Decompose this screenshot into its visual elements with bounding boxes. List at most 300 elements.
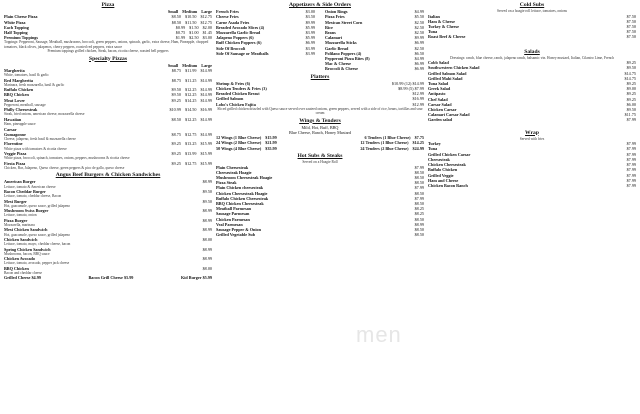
- menu-item-price: $7.99: [626, 172, 636, 178]
- menu-item-name: Chicken Cheesesteak Hoagie: [216, 190, 268, 196]
- menu-item-name: Tuna Salad: [428, 81, 449, 87]
- menu-item-price: $0.99: [175, 24, 186, 30]
- menu-item-price: $8.25: [414, 206, 424, 212]
- menu-item-price: $7.99: [414, 195, 424, 201]
- menu-item-prices: [199, 208, 212, 213]
- menu-item-price: $7.50: [626, 29, 636, 35]
- menu-item-price: $8.00: [202, 237, 212, 242]
- menu-item-name: Mushroom Swiss Burger: [4, 208, 49, 214]
- platter-list: [216, 81, 424, 107]
- menu-item-price: $5.99: [305, 24, 315, 30]
- wing-left: [216, 146, 277, 151]
- apps-left-list: [216, 9, 315, 71]
- menu-item-name: Caesar Salad: [428, 101, 452, 107]
- menu-item-price: $3.99: [305, 45, 315, 51]
- hotsubs-heading: Hot Subs & Steaks: [297, 152, 343, 159]
- menu-item-name: Pizza Steak: [216, 180, 237, 186]
- menu-item-price: $8.50: [414, 180, 424, 186]
- menu-item-price: $8.75: [171, 131, 181, 137]
- wing-left-price: $21.99: [265, 140, 277, 146]
- menu-item-name: Mushroom Cheesesteak Hoagie: [216, 174, 273, 180]
- menu-item-price: $2.50: [414, 45, 424, 51]
- salads-heading: Salads: [524, 48, 540, 55]
- wings-flavors: Mild, Hot, Buff, BBQ: [301, 124, 339, 130]
- menu-item-name: Beans: [325, 30, 336, 36]
- menu-item-name: Grilled Salmon Salad: [428, 70, 467, 76]
- menu-item-price: $14.99: [200, 97, 212, 103]
- pizza-list: [4, 14, 212, 40]
- menu-item-name: Plain Chicken cheesesteak: [216, 185, 263, 191]
- column-left: [4, 0, 212, 281]
- menu-item-price: $8.99: [202, 217, 212, 223]
- menu-item-name: Grilled Salmon: [216, 96, 244, 102]
- wing-list: [216, 135, 424, 151]
- menu-item-price: $8.50: [414, 200, 424, 206]
- wings-heading: Wings & Tenders: [299, 117, 341, 124]
- menu-item-name: Chicken Avocado: [4, 256, 35, 262]
- menu-item-name: Side Of Sausage or Meatballs: [216, 50, 269, 56]
- pizza-heading: Pizza: [101, 2, 115, 8]
- menu-item-price: $7.99: [626, 146, 636, 152]
- wing-left-name: 50 Wings (4 Blue Cheese): [216, 145, 262, 151]
- menu-item-name: French Fries: [216, 9, 239, 15]
- menu-item-price: $8.25: [414, 211, 424, 217]
- menu-item-price: $7.99: [626, 156, 636, 162]
- menu-item-row: [428, 117, 636, 122]
- menu-item-name: Grilled Chicken Caesar: [428, 151, 471, 157]
- wing-right-price: $7.75: [414, 135, 424, 141]
- menu-item-row: [428, 183, 636, 188]
- menu-item-price: $3.99: [305, 30, 315, 36]
- menu-item-price: $9.25: [626, 81, 636, 87]
- menu-item-name: Fiesta Pizza: [4, 160, 26, 166]
- menu-item-price: $9.50: [202, 188, 212, 194]
- menu-item-price: $5.99: [305, 35, 315, 41]
- menu-item-name: Premium Toppings: [4, 35, 39, 41]
- menu-item-name: Cheese Fries: [216, 14, 239, 20]
- menu-item-price: $14.99: [200, 87, 212, 93]
- menu-item-desc: Marinara, fresh mozzarella, basil & garlic: [4, 82, 65, 87]
- menu-item-price: $3.99: [305, 50, 315, 56]
- menu-item-name: Jalapeno Poppers (6): [216, 35, 254, 41]
- menu-item-prices: [199, 266, 212, 271]
- menu-item-price: $11.25: [185, 77, 197, 83]
- menu-item-price: $6.50: [414, 50, 424, 56]
- menu-item-name: Buffalo Chicken: [4, 87, 34, 93]
- menu-item-name: Pepperoni Pizza Bites (8): [325, 56, 370, 62]
- menu-item-name: Buff Chicken Poppers (6): [216, 40, 262, 46]
- menu-item-price: $1.50: [189, 24, 199, 30]
- apps-heading: Appetizers & Side Orders: [289, 2, 351, 8]
- menu-item-name: Calamari: [325, 35, 342, 41]
- menu-item-price: $12.25: [184, 116, 197, 122]
- wing-right-price: $14.25: [412, 140, 424, 146]
- wing-left-price: $15.99: [265, 135, 277, 141]
- menu-item-price: $14.99: [200, 131, 212, 137]
- menu-item-name: Plain Cheesesteak: [216, 164, 249, 170]
- platter-note: Sliced grilled chicken drizzled with Queso sauce served over sauteed onions, green peppers, served with a side of rice, beans, tortillas and sour cream: [217, 106, 423, 116]
- menu-item-price: $1.45: [202, 30, 212, 36]
- menu-item-name: Caesar: [4, 126, 17, 132]
- menu-item-desc: Bacon and cheddar cheese: [4, 271, 43, 276]
- menu-item-desc: Hot, guacamole, queso sauce, grilled jalapeno: [4, 232, 71, 237]
- menu-item-price: $14.99: [200, 92, 212, 98]
- menu-item-price: $11.75: [624, 112, 636, 118]
- menu-item-price: $9.25: [171, 160, 181, 166]
- menu-item-price: $14.50: [184, 107, 197, 113]
- menu-item-name: Chicken Cheesesteak: [428, 162, 466, 168]
- apps-grid: [216, 9, 424, 71]
- menu-item-row: [325, 66, 424, 71]
- menu-item-desc: Hot, guacamole, queso sauce, grilled jalapeno: [4, 203, 71, 208]
- menu-item-price: $9.99: [414, 35, 424, 41]
- premium-text: Premium toppings grilled chicken, Steak, bacon, ricotta cheese, roasted bell peppers: [47, 49, 169, 54]
- wing-left-price: $35.99: [265, 145, 277, 151]
- wings-sauces: Blue Cheese, Ranch, Honey Mustard: [288, 130, 352, 136]
- menu-item-price: $12.75: [184, 160, 197, 166]
- menu-item-name: Mexi Chicken Sandwich: [4, 227, 48, 233]
- menu-item-prices: [168, 117, 212, 122]
- specialty-heading: Specialty Pizzas: [88, 55, 128, 62]
- menu-item-price: $1.99: [175, 35, 186, 41]
- burger-list: [4, 179, 212, 275]
- menu-item-price: $8.50: [414, 226, 424, 232]
- menu-item-price: $0.75: [175, 30, 186, 36]
- menu-item-price: $8.99: [202, 208, 212, 214]
- menu-item-name: Ham and Cheese: [428, 177, 459, 183]
- menu-item-price: $8.50: [414, 216, 424, 222]
- menu-item-prices: [302, 51, 315, 56]
- menu-item-name: Carne Asada Fries: [216, 19, 250, 25]
- menu-item-name: Philly Cheesesteak: [4, 107, 38, 113]
- menu-item-price: $7.99: [626, 151, 636, 157]
- menu-item-name: Roast Beef & Cheese: [428, 34, 466, 40]
- menu-item-name: Mexican Street Corn: [325, 19, 363, 25]
- menu-item-price: $14.99: [200, 116, 212, 122]
- menu-item-price: $8.00: [202, 265, 212, 271]
- menu-item-name: Rice: [325, 24, 333, 30]
- menu-item-row: [216, 51, 315, 56]
- menu-item-desc: White pizza with tomatoes & ricotta cheese: [4, 146, 67, 151]
- menu-item-price: $2.50: [189, 35, 199, 41]
- menu-item-name: Grilled Vegetable Sub: [216, 232, 256, 238]
- menu-item-desc: Chicken, Bar, Jalapeno, Queso cheese, green peppers & pico de gallo, queso cheese: [4, 165, 125, 170]
- menu-item-price: $13.99: [184, 150, 197, 156]
- menu-item-name: American Burger: [4, 179, 36, 185]
- menu-item-price: $14.75: [624, 70, 636, 76]
- menu-item-price: $10.50: [184, 14, 197, 20]
- menu-item-name: Greek Salad: [428, 86, 451, 92]
- menu-item-prices: [623, 183, 636, 188]
- menu-item-prices: [168, 68, 212, 73]
- menu-item-price: $8.50: [414, 174, 424, 180]
- menu-item-price: $7.99: [626, 167, 636, 173]
- menu-item-price: $9.50: [202, 198, 212, 204]
- menu-item-price: $8.99: [202, 256, 212, 262]
- wraps-subtitle: Served with fries: [519, 136, 545, 141]
- menu-item-price: $7.50: [626, 13, 636, 19]
- menu-item-name: Calamari Caesar Salad: [428, 112, 470, 118]
- pizza-size-headers: Small Medium Large: [167, 9, 212, 15]
- menu-item-price: $6.99: [414, 66, 424, 72]
- menu-item-price: $7.99: [626, 177, 636, 183]
- menu-item-price: $9.25: [171, 150, 181, 156]
- menu-item-name: Onion Rings: [325, 9, 348, 15]
- menu-item-name: Buffalo Chicken Cheesesteak: [216, 195, 269, 201]
- menu-item-price: $3.00: [305, 9, 315, 15]
- menu-item-price: $3.50: [305, 14, 315, 20]
- menu-item-price: $2.50: [414, 19, 424, 25]
- menu-item-row: [216, 232, 424, 237]
- watermark: men: [356, 322, 402, 347]
- menu-item-price: $8.99: [202, 179, 212, 185]
- menu-item-price: $8.75: [171, 68, 182, 74]
- menu-item-price: $12.25: [184, 92, 197, 98]
- coldsub-list: [428, 14, 636, 40]
- menu-item-price: $9.25: [626, 96, 636, 102]
- menu-item-name: Italian: [428, 13, 440, 19]
- menu-item-price: $14.25: [184, 97, 197, 103]
- wing-left-name: 12 Wings (1 Blue Cheese): [216, 135, 262, 141]
- menu-item-name: Southwestern Chicken Salad: [428, 65, 480, 71]
- column-middle: [216, 0, 424, 237]
- menu-item-desc: Lettuce, tomato, onion: [4, 213, 37, 218]
- menu-item-name: Florentine: [4, 141, 23, 147]
- menu-item-name: Margherita: [4, 68, 25, 74]
- menu-item-price: $8.50: [414, 169, 424, 175]
- menu-item-name: BBQ Chicken: [4, 265, 29, 271]
- menu-item-desc: Mozzarella, marinara: [4, 222, 35, 227]
- menu-item-name: Breaded Chicken Breast: [216, 91, 260, 97]
- coldsubs-heading: Cold Subs: [519, 2, 545, 8]
- menu-item-name: Spring Chicken Sandwich: [4, 246, 51, 252]
- menu-item-name: Mac & Cheese: [325, 61, 352, 67]
- menu-item-prices: [168, 78, 212, 83]
- menu-item-price: $2.50: [414, 30, 424, 36]
- menu-item-price: $9.50: [171, 92, 181, 98]
- menu-item-name: Chicken Parmesan: [216, 216, 250, 222]
- apps-right-list: [325, 9, 424, 71]
- menu-item-prices: [199, 218, 212, 223]
- menu-item-price: $14.99: [200, 68, 212, 74]
- menu-item-price: $9.25: [171, 141, 181, 147]
- menu-item-price: $4.99: [414, 9, 424, 15]
- menu-item-name: Chef Salad: [428, 96, 448, 102]
- menu-item-desc: Lettuce, tomato, mayo, cheddar cheese, bacon: [4, 242, 71, 247]
- menu-item-price: $8.75: [171, 77, 182, 83]
- menu-item-name: Cobb Salad: [428, 60, 449, 66]
- menu-item-price: $13.25: [184, 141, 197, 147]
- menu-item-price: $16.99: [412, 96, 424, 102]
- platters-heading: Platters: [310, 73, 330, 80]
- menu-item-name: Turkey: [428, 141, 441, 147]
- menu-item-name: Each Topping: [4, 24, 29, 30]
- menu-item-prices: [168, 132, 212, 137]
- menu-item-prices: [411, 232, 424, 237]
- menu-item-prices: [199, 256, 212, 261]
- menu-item-name: Broccoli & Cheese: [325, 66, 358, 72]
- menu-item-price: $8.99: [202, 227, 212, 233]
- menu-item-desc: Lettuce, tomato & American cheese: [4, 184, 56, 189]
- menu-item-price: $2.00: [202, 24, 212, 30]
- menu-item-price: $7.99: [414, 185, 424, 191]
- wing-right-name: 6 Tenders (1 Blue Cheese): [364, 135, 411, 141]
- menu-item-name: Sausage Parmesan: [216, 211, 250, 217]
- menu-item-row: [428, 34, 636, 39]
- hotsub-list: [216, 165, 424, 238]
- menu-item-name: Lobo's Chicken Fajita: [216, 101, 256, 107]
- menu-item-prices: [168, 141, 212, 146]
- menu-item-price: $5.50: [414, 14, 424, 20]
- menu-item-price: $6.99: [414, 40, 424, 46]
- toppings-text: Toppings: Pepperoni, Sausage, Meatball, mushrooms, broccoli, green peppers, onions, spinach, garlic, extra cheese, Ham, Pineapple, chopped tomatoes, black olives, jalapenos, cherry peppers, roasted red peppers, extra sauce: [4, 40, 209, 49]
- menu-item-price: $7.50: [626, 34, 636, 40]
- menu-item-prices: [199, 247, 212, 252]
- wing-right-price: $24.99: [412, 145, 424, 151]
- menu-item-price: $8.50: [171, 19, 182, 25]
- wing-left-name: 24 Wings (2 Blue Cheese): [216, 140, 262, 146]
- menu-item-price: $9.99: [305, 19, 315, 25]
- menu-item-price: $11.50: [185, 19, 197, 25]
- menu-item-name: Garlic Bread: [325, 45, 349, 51]
- salad-dressings: Dressings: ranch, blue cheese, ranch, jalapeno ranch, balsamic vin. Honey mustard, Italian, Cilantro Lime, French: [450, 55, 614, 60]
- menu-item-name: Grilled Veggie: [428, 172, 454, 178]
- menu-item-name: Mozzarella Sticks: [325, 40, 357, 46]
- menu-item-price: $9.00: [626, 86, 636, 92]
- menu-item-desc: Lettuce, tomato, avocado, pepper jack cheese: [4, 261, 70, 266]
- menu-item-name: Polilano Poppers (4): [325, 50, 362, 56]
- wraps-heading: Wrap: [525, 129, 539, 136]
- menu-item-desc: Mushrooms, bacon, BBQ sauce: [4, 251, 50, 256]
- hotsubs-subtitle: Served on a Hoagie Roll: [302, 160, 338, 165]
- menu-item-name: Cheesesteak Hoagie: [216, 169, 252, 175]
- wing-right: [360, 146, 424, 151]
- menu-item-name: Antipasto: [428, 91, 446, 97]
- menu-item-desc: Pepperoni, meatball, sausage: [4, 102, 46, 107]
- menu-item-name: Buffalo Chicken: [428, 167, 458, 173]
- menu-item-desc: Ham, pineapple sauce: [4, 122, 36, 127]
- salad-list: [428, 60, 636, 122]
- menu-item-price: $7.99: [414, 164, 424, 170]
- menu-item-name: Red Margherita: [4, 77, 33, 83]
- menu-item-price: $7.50: [626, 18, 636, 24]
- burgers-heading: Angus Beef Burgers & Chicken Sandwiches: [55, 172, 161, 179]
- menu-item-prices: [165, 107, 212, 112]
- menu-item-price: $1.00: [189, 30, 199, 36]
- menu-item-price: $8.99: [202, 246, 212, 252]
- menu-item-price: $10.99 (12) $14.99: [391, 80, 424, 86]
- menu-item-prices: [168, 98, 212, 103]
- menu-item-name: Mexi Burger: [4, 198, 27, 204]
- menu-item-name: Grilled Mahi Salad: [428, 75, 463, 81]
- wing-right-name: 12 Tenders (1 Blue Cheese): [360, 140, 409, 146]
- menu-item-prices: [199, 179, 212, 184]
- menu-item-name: Meat Lover: [4, 97, 26, 103]
- wing-row: [216, 146, 424, 151]
- menu-item-price: $9.50: [626, 65, 636, 71]
- menu-item-price: $12.25: [184, 87, 197, 93]
- wrap-list: [428, 141, 636, 188]
- menu-item-prices: [411, 66, 424, 71]
- menu-item-prices: [168, 151, 212, 156]
- menu-item-name: Tuna: [428, 29, 438, 35]
- menu-item-price: $7.99: [626, 182, 636, 188]
- menu-item-price: $2.50: [414, 24, 424, 30]
- menu-item-prices: [199, 237, 212, 242]
- menu-item-name: Veggie Pizza: [4, 150, 27, 156]
- menu-item-prices: [199, 189, 212, 194]
- menu-item-name: Plain Cheese Pizza: [4, 14, 38, 20]
- wing-right-name: 24 Tenders (2 Blue Cheese): [360, 145, 409, 151]
- menu-item-price: $14.75: [624, 75, 636, 81]
- column-right: [428, 0, 636, 188]
- menu-item-desc: Cheese, jalapeno, fresh basil & mozzarella cheese: [4, 136, 76, 141]
- menu-item-desc: Lettuce, tomato, cheddar cheese, Bacon: [4, 194, 62, 199]
- menu-item-name: Ham & Cheese: [428, 18, 455, 24]
- menu-item-name: Turkey & Cheese: [428, 24, 460, 30]
- menu-item-price: $10.99: [169, 107, 181, 113]
- menu-item-name: Side Of Broccoli: [216, 45, 246, 51]
- menu-item-name: Pizza Burger: [4, 217, 28, 223]
- menu-item-price: $3.00: [202, 35, 212, 41]
- menu-item-price: $8.99: [414, 221, 424, 227]
- menu-item-price: $7.99: [626, 162, 636, 168]
- menu-item-price: $6.00: [626, 101, 636, 107]
- menu-item-price: $7.99: [626, 117, 636, 123]
- menu-item-price: $6.99: [414, 61, 424, 67]
- menu-item-price: $9.25: [626, 60, 636, 66]
- menu-item-price: $14.99: [200, 77, 212, 83]
- menu-item-price: $8.50: [171, 14, 181, 20]
- menu-item-price: $11.99: [185, 68, 197, 74]
- menu-item-name: Pizza Fries: [325, 14, 345, 20]
- menu-item-name: Half Topping: [4, 30, 28, 36]
- menu-item-prices: [623, 34, 636, 39]
- menu-item-price: $12.75: [184, 131, 197, 137]
- menu-item-name: Mozzarella Garlic Bread: [216, 30, 261, 36]
- menu-item-price: $12.75: [200, 19, 212, 25]
- menu-item-name: Chicken Bacon Ranch: [428, 182, 468, 188]
- menu-item-desc: Steak, fried onions, american cheese, mozzarella cheese: [4, 112, 85, 117]
- menu-item-name: Meatball Parmesan: [216, 206, 252, 212]
- menu-item-price: $9.50: [171, 87, 181, 93]
- menu-item-name: Hawaiian: [4, 116, 22, 122]
- menu-item-name: Bacon Cheddar Burger: [4, 188, 46, 194]
- menu-item-price: $7.99: [626, 141, 636, 147]
- menu-item-name: Gumagonne: [4, 131, 26, 137]
- menu-item-price: $8.50: [171, 116, 181, 122]
- menu-item-price: $6.99: [305, 40, 315, 46]
- menu-item-price: $8.50: [414, 232, 424, 238]
- menu-item-price: $15.99: [200, 141, 212, 147]
- menu-item-prices: [168, 161, 212, 166]
- menu-item-desc: White, tomatoes, basil & garlic: [4, 73, 49, 78]
- menu-item-desc: White pizza, broccoli, spinach, tomatoes, onions, peppers, mushrooms & ricotta cheese: [4, 156, 130, 161]
- menu-item-price: $15.99: [200, 160, 212, 166]
- menu-item-prices: [199, 227, 212, 232]
- menu-item-price: $12.99: [412, 101, 424, 107]
- menu-item-prices: [623, 117, 636, 122]
- menu-item-price: $12.99: [412, 91, 424, 97]
- menu-item-name: Chicken Tenders & Fries (3): [216, 86, 267, 92]
- menu-item-prices: [199, 199, 212, 204]
- menu-item-name: Cheesesteak: [428, 156, 450, 162]
- menu-item-name: BBQ Chicken Cheesesteak: [216, 200, 264, 206]
- menu-item-name: Shrimp & Fries (6): [216, 80, 251, 86]
- menu-item-price: $7.50: [626, 24, 636, 30]
- menu-item-price: $15.99: [200, 150, 212, 156]
- coldsubs-subtitle: Served on a hoagie roll lettuce, tomatoes, onions: [497, 9, 567, 14]
